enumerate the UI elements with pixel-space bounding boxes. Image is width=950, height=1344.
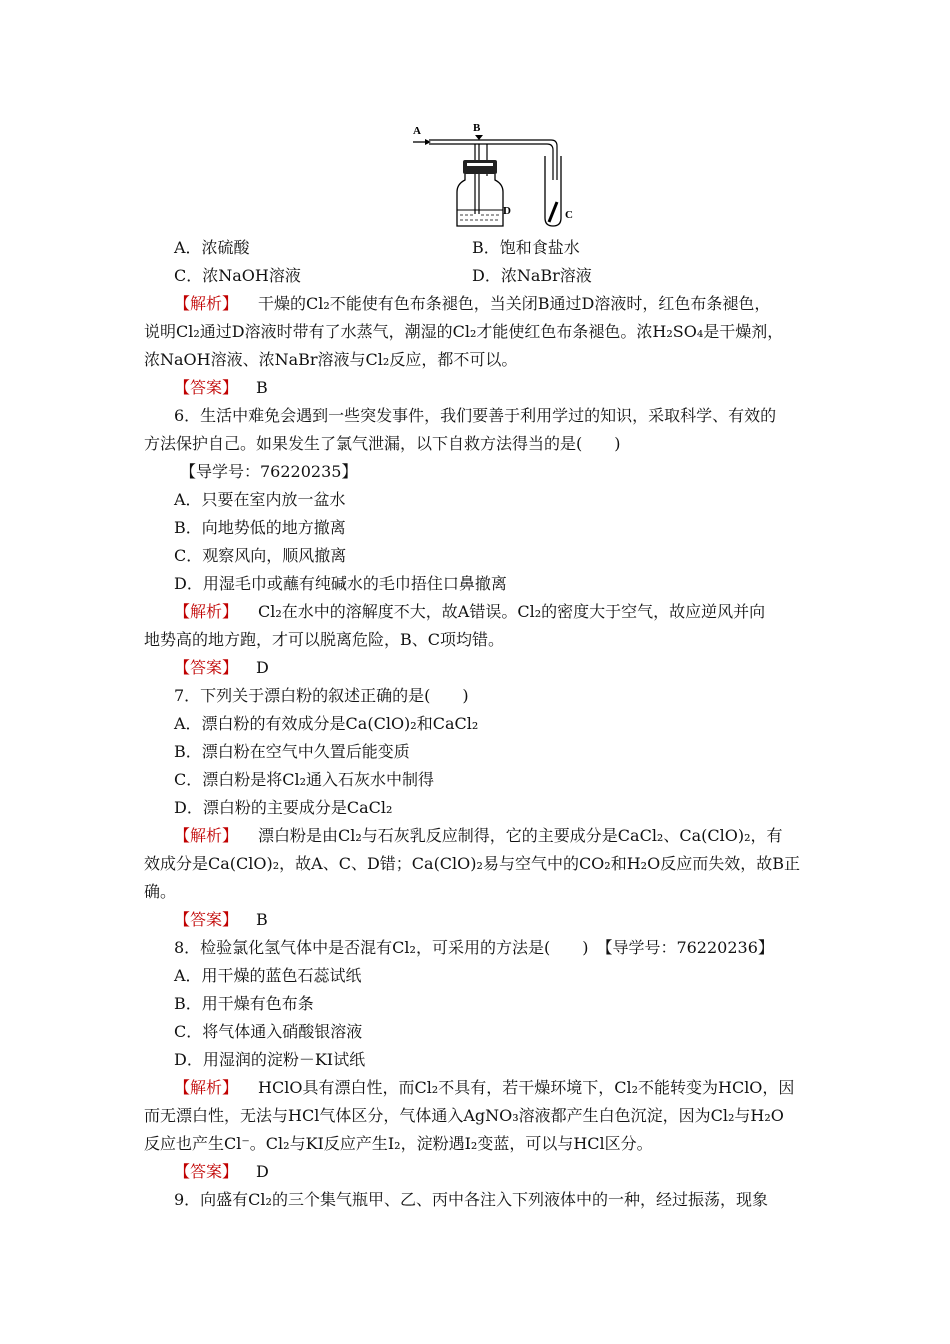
q6-stem-line: 6．生活中难免会遇到一些突发事件，我们要善于利用学过的知识，采取科学、有效的 [174, 406, 777, 425]
answer-tag: 【答案】 [174, 658, 239, 677]
bottle-d [457, 174, 503, 226]
q8-option-d: D．用湿润的淀粉－KI试纸 [174, 1050, 366, 1069]
valve-b [475, 135, 483, 140]
q8-analysis-line: 而无漂白性，无法与HCl气体区分，气体通入AgNO₃溶液都产生白色沉淀，因为Cl₂与H₂O [144, 1106, 784, 1125]
analysis-tag: 【解析】 [174, 602, 239, 621]
q8-option-a: A．用干燥的蓝色石蕊试纸 [174, 966, 362, 985]
q5-option-c: C．浓NaOH溶液 [174, 266, 301, 285]
analysis-text: HClO具有漂白性，而Cl₂不具有，若干燥环境下，Cl₂不能转变为HClO，因 [258, 1078, 795, 1097]
q6-analysis-line: 地势高的地方跑，才可以脱离危险，B、C项均错。 [144, 630, 505, 649]
q6-option-b: B．向地势低的地方撤离 [174, 518, 346, 537]
q5-option-b: B．饱和食盐水 [472, 238, 580, 257]
q7-analysis-line: 效成分是Ca(ClO)₂，故A、C、D错；Ca(ClO)₂易与空气中的CO₂和H₂O反应而失效，故B正 [144, 854, 800, 873]
q5-analysis-line: 说明Cl₂通过D溶液时带有了水蒸气，潮湿的Cl₂才能使红色布条褪色。浓H₂SO₄是干燥剂， [144, 322, 784, 341]
stopper-band [467, 163, 493, 166]
q7-analysis-line: 确。 [144, 882, 177, 901]
analysis-tag: 【解析】 [174, 1078, 239, 1097]
q7-option-a: A．漂白粉的有效成分是Ca(ClO)₂和CaCl₂ [174, 714, 479, 733]
q7-stem: 7．下列关于漂白粉的叙述正确的是( ) [174, 686, 469, 705]
analysis-text: 干燥的Cl₂不能使有色布条褪色，当关闭B通过D溶液时，红色布条褪色， [258, 294, 771, 313]
q9-stem: 9．向盛有Cl₂的三个集气瓶甲、乙、丙中各注入下列液体中的一种，经过振荡，现象 [174, 1190, 768, 1209]
q5-analysis-line [144, 293, 770, 315]
answer-value: B [256, 378, 268, 397]
q6-option-c: C．观察风向，顺风撤离 [174, 546, 347, 565]
q5-answer [174, 377, 268, 399]
analysis-tag: 【解析】 [174, 826, 239, 845]
q6-stem-line: 方法保护自己。如果发生了氯气泄漏，以下自救方法得当的是( ) [144, 434, 621, 453]
q7-option-b: B．漂白粉在空气中久置后能变质 [174, 742, 410, 761]
label-c: C [565, 209, 573, 221]
q8-analysis-line: 反应也产生Cl⁻。Cl₂与KI反应产生I₂，淀粉遇I₂变蓝，可以与HCl区分。 [144, 1134, 653, 1153]
q8-option-b: B．用干燥有色布条 [174, 994, 314, 1013]
apparatus-figure [405, 118, 585, 230]
q8-answer [174, 1161, 269, 1183]
answer-value: B [256, 910, 268, 929]
q6-guide-number: 【导学号：76220235】 [180, 462, 358, 481]
q5-option-a: A．浓硫酸 [174, 238, 250, 257]
answer-value: D [256, 658, 269, 677]
analysis-text: Cl₂在水中的溶解度不大，故A错误。Cl₂的密度大于空气，故应逆风并向 [258, 602, 766, 621]
analysis-tag: 【解析】 [174, 294, 239, 313]
q7-analysis-line [144, 825, 783, 847]
q7-option-d: D．漂白粉的主要成分是CaCl₂ [174, 798, 393, 817]
answer-tag: 【答案】 [174, 378, 239, 397]
cloth-strip [549, 202, 557, 222]
q8-option-c: C．将气体通入硝酸银溶液 [174, 1022, 363, 1041]
answer-tag: 【答案】 [174, 1162, 239, 1181]
answer-value: D [256, 1162, 269, 1181]
answer-tag: 【答案】 [174, 910, 239, 929]
q8-analysis-line [144, 1077, 794, 1099]
q6-option-d: D．用湿毛巾或蘸有纯碱水的毛巾捂住口鼻撤离 [174, 574, 507, 593]
label-d: D [503, 205, 511, 217]
q8-stem: 8．检验氯化氢气体中是否混有Cl₂，可采用的方法是( ) 【导学号：76220236】 [174, 938, 774, 957]
label-a: A [413, 125, 421, 137]
q6-option-a: A．只要在室内放一盆水 [174, 490, 346, 509]
q5-option-d: D．浓NaBr溶液 [472, 266, 592, 285]
q7-answer [174, 909, 268, 931]
q7-option-c: C．漂白粉是将Cl₂通入石灰水中制得 [174, 770, 435, 789]
label-b: B [473, 122, 481, 134]
q6-answer [174, 657, 269, 679]
analysis-text: 漂白粉是由Cl₂与石灰乳反应制得，它的主要成分是CaCl₂、Ca(ClO)₂，有 [258, 826, 783, 845]
q6-analysis-line [144, 601, 765, 623]
q5-analysis-line: 浓NaOH溶液、浓NaBr溶液与Cl₂反应，都不可以。 [144, 350, 518, 369]
stopper [463, 160, 497, 174]
